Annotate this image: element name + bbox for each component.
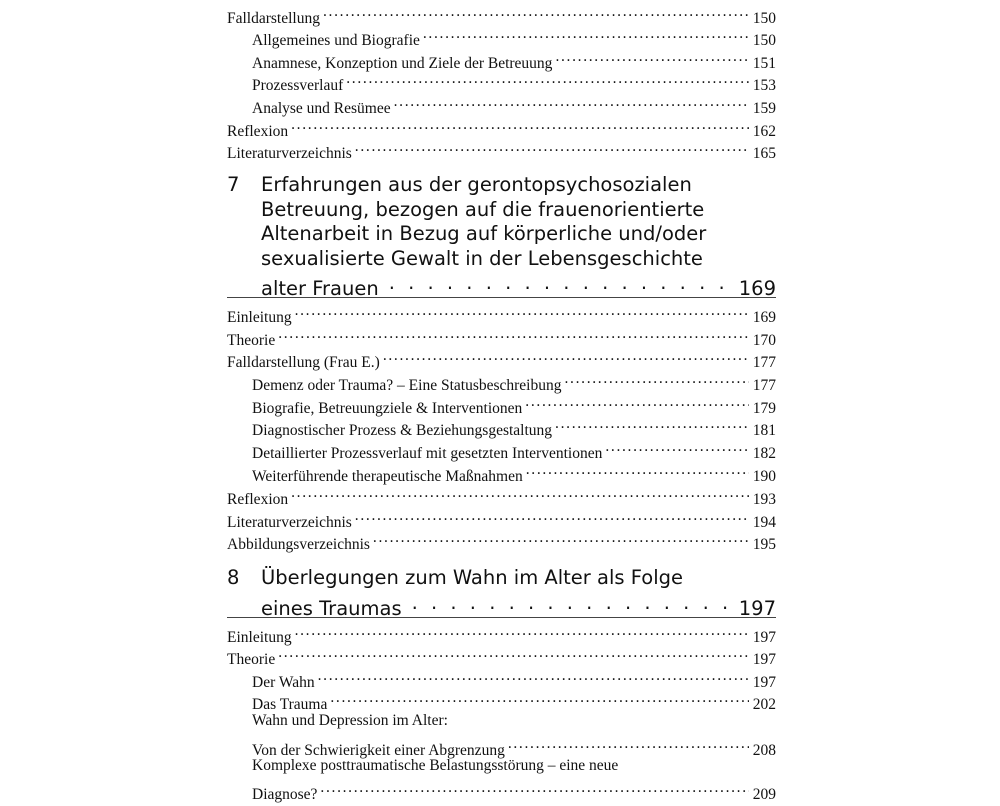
toc-entry-page: 169 — [752, 309, 776, 326]
toc-entry-page: 182 — [752, 445, 776, 462]
toc-entry-page: 197 — [752, 651, 776, 668]
toc-entry-page: 150 — [752, 32, 776, 49]
toc-entry-title: Literaturverzeichnis — [227, 145, 352, 162]
toc-entry[interactable] — [227, 345, 776, 371]
toc-entry[interactable] — [227, 413, 776, 439]
toc-entry[interactable] — [227, 642, 776, 668]
toc-entry-title: Von der Schwierigkeit einer Abgrenzung — [252, 742, 505, 759]
toc-entry[interactable] — [227, 1, 776, 27]
toc-entry[interactable] — [227, 300, 776, 326]
toc-entry-page: 150 — [752, 10, 776, 27]
toc-entry-page: 170 — [752, 332, 776, 349]
toc-entry-page: 165 — [752, 145, 776, 162]
toc-entry-page: 181 — [752, 422, 776, 439]
toc-entry[interactable] — [227, 46, 776, 72]
toc-entry-title: Theorie — [227, 651, 276, 668]
toc-entry-page: 151 — [752, 55, 776, 72]
toc-entry[interactable] — [227, 687, 776, 713]
toc-entry[interactable] — [227, 482, 776, 508]
chapter-title-line: Betreuung, bezogen auf die frauenorientierte — [261, 197, 705, 221]
chapter-rule — [227, 617, 776, 618]
chapter-page: 197 — [738, 596, 776, 620]
toc-entry[interactable] — [227, 68, 776, 94]
toc-entry[interactable] — [227, 114, 776, 140]
toc-entry-title: Falldarstellung — [227, 10, 320, 27]
chapter-title-last-line — [261, 591, 776, 618]
chapter-title-line: Überlegungen zum Wahn im Alter als Folge — [261, 566, 683, 589]
toc-entry[interactable] — [227, 391, 776, 417]
chapter-8-heading[interactable] — [227, 566, 776, 618]
toc-entry-title: Einleitung — [227, 309, 292, 326]
toc-entry[interactable] — [227, 527, 776, 553]
toc-entry[interactable] — [227, 136, 776, 162]
chapter-number: 7 — [227, 173, 240, 196]
toc-entry-title: Falldarstellung (Frau E.) — [227, 354, 380, 371]
toc-entry[interactable] — [227, 505, 776, 531]
toc-entry-page: 208 — [752, 742, 776, 759]
toc-entry-title: Einleitung — [227, 629, 292, 646]
toc-entry-first-line[interactable]: Wahn und Depression im Alter: — [252, 712, 448, 729]
toc-entry-title: Allgemeines und Biografie — [252, 32, 420, 49]
toc-entry-title: Der Wahn — [252, 674, 315, 691]
toc-entry-page: 179 — [752, 400, 776, 417]
toc-entry[interactable] — [227, 459, 776, 485]
toc-entry[interactable] — [227, 368, 776, 394]
toc-entry-title: Reflexion — [227, 123, 289, 140]
toc-entry[interactable] — [227, 323, 776, 349]
toc-entry-title: Detaillierter Prozessverlauf mit gesetzten Interventionen — [252, 445, 603, 462]
toc-entry-title: Anamnese, Konzeption und Ziele der Betreuung — [252, 55, 553, 72]
toc-entry-title: Diagnose? — [252, 786, 318, 803]
toc-entry-first-line[interactable]: Komplexe posttraumatische Belastungsstörung – eine neue — [252, 757, 619, 774]
toc-entry[interactable] — [227, 620, 776, 646]
toc-entry-page: 193 — [752, 491, 776, 508]
toc-entry[interactable] — [227, 91, 776, 117]
chapter-title-last-line — [261, 271, 776, 298]
toc-entry-page: 153 — [752, 77, 776, 94]
toc-entry[interactable] — [227, 436, 776, 462]
toc-entry-title: Prozessverlauf — [252, 77, 344, 94]
toc-entry[interactable] — [227, 733, 776, 759]
toc-entry-page: 177 — [752, 354, 776, 371]
toc-entry-title: Weiterführende therapeutische Maßnahmen — [252, 468, 523, 485]
toc-entry-page: 202 — [752, 696, 776, 713]
toc-entry[interactable] — [227, 665, 776, 691]
toc-entry-title: Reflexion — [227, 491, 289, 508]
chapter-title-line: Altenarbeit in Bezug auf körperliche und/oder — [261, 222, 707, 245]
toc-entry-page: 194 — [752, 514, 776, 531]
chapter-title-line: Erfahrungen aus der gerontopsychosozialen — [261, 173, 692, 196]
chapter-title-line: eines Traumas — [261, 596, 402, 620]
toc-entry-page: 177 — [752, 377, 776, 394]
toc-entry-title: Analyse und Resümee — [252, 100, 391, 117]
toc-entry-page: 195 — [752, 536, 776, 553]
toc-entry-title: Diagnostischer Prozess & Beziehungsgestaltung — [252, 422, 553, 439]
chapter-page: 169 — [738, 277, 776, 300]
toc-entry-title: Biografie, Betreuungziele & Interventionen — [252, 400, 523, 417]
toc-entry-page: 197 — [752, 674, 776, 691]
toc-entry-page: 209 — [752, 786, 776, 803]
chapter-title-line: alter Frauen — [261, 277, 379, 300]
toc-entry[interactable] — [227, 23, 776, 49]
toc-entry-title: Theorie — [227, 332, 276, 349]
toc-entry-title: Abbildungsverzeichnis — [227, 536, 370, 553]
toc-entry-page: 159 — [752, 100, 776, 117]
chapter-7-heading[interactable] — [227, 173, 776, 298]
chapter-title-line: sexualisierte Gewalt in der Lebensgeschichte — [261, 246, 703, 270]
toc-entry[interactable] — [227, 777, 776, 803]
toc-entry-title: Demenz oder Trauma? – Eine Statusbeschreibung — [252, 377, 562, 394]
chapter-rule — [227, 297, 776, 298]
toc-entry-title: Literaturverzeichnis — [227, 514, 352, 531]
toc-entry-page: 190 — [752, 468, 776, 485]
chapter-number: 8 — [227, 566, 240, 589]
toc-entry-page: 162 — [752, 123, 776, 140]
toc-entry-page: 197 — [752, 629, 776, 646]
toc-entry-title: Das Trauma — [252, 696, 328, 713]
